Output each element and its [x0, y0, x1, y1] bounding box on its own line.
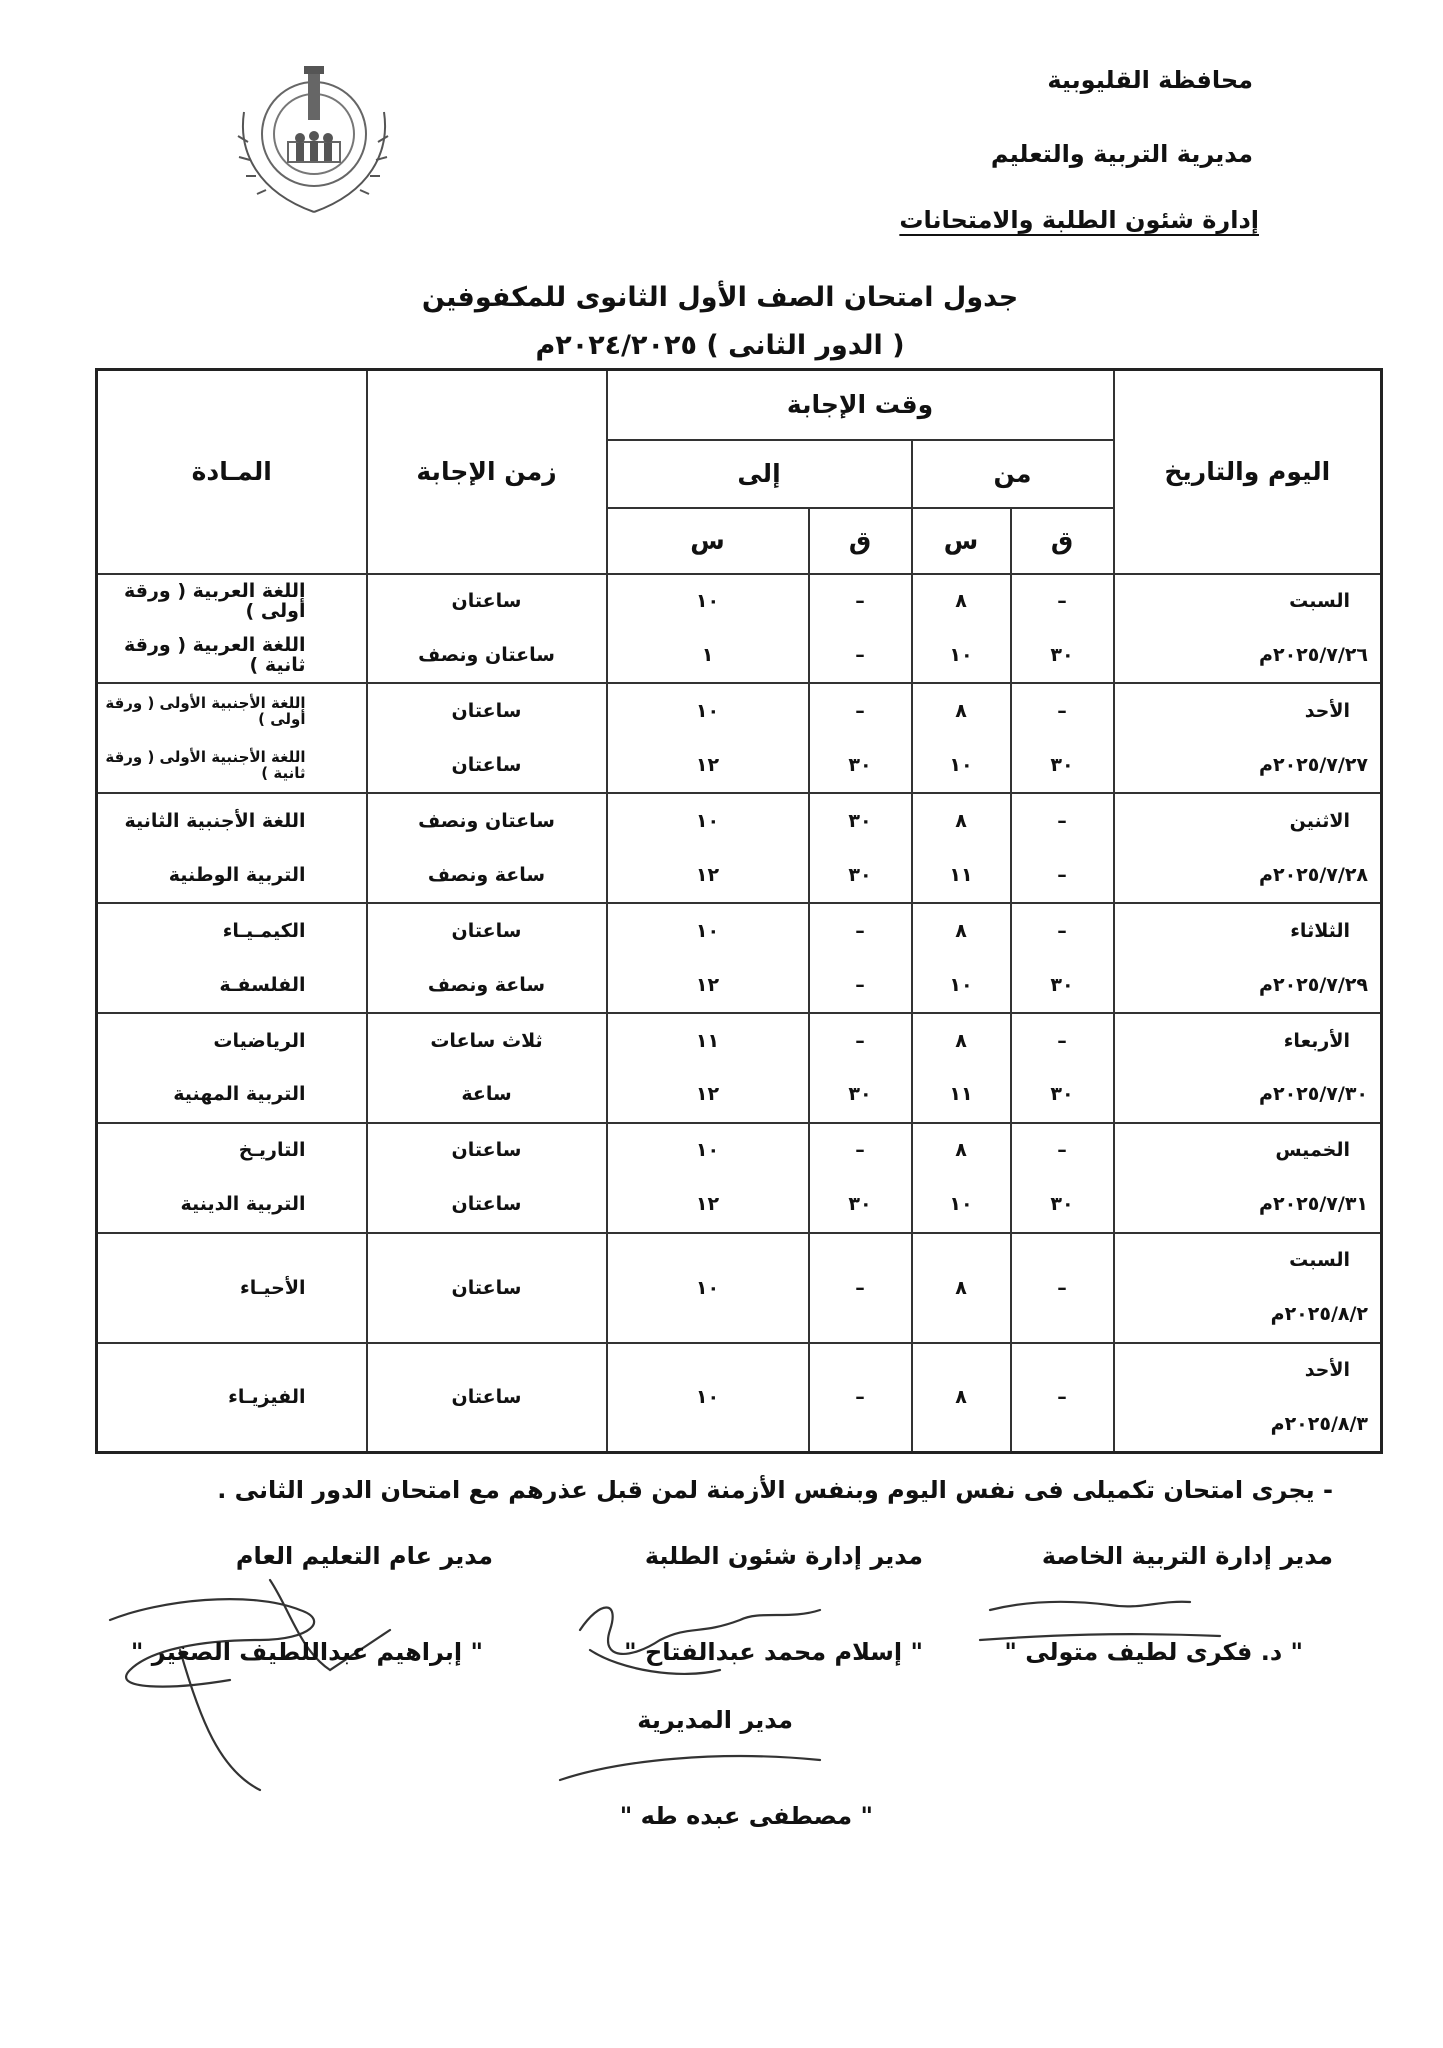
duration: ساعتان — [451, 1193, 522, 1216]
from-hours: ٨ — [955, 1139, 967, 1162]
subject: الفيزيـاء — [228, 1386, 306, 1409]
governorate-heading: محافظة القليوبية — [1047, 66, 1253, 94]
header-from-minutes: ق — [1011, 508, 1114, 574]
duration: ساعتان — [451, 590, 522, 613]
schedule-subtitle: ( الدور الثانى ) ٢٠٢٤/٢٠٢٥م — [535, 330, 905, 361]
from-hours: ٨ — [955, 919, 967, 942]
to-hours: ١٢ — [695, 1193, 720, 1216]
exam-date: ٢٠٢٥/٨/٣م — [1270, 1412, 1369, 1435]
table-row — [97, 1123, 1382, 1233]
to-hours: ١٠ — [695, 1276, 720, 1299]
from-hours: ١١ — [949, 863, 973, 886]
from-minutes: – — [1057, 699, 1067, 722]
subject: التربية الوطنية — [168, 863, 306, 886]
from-hours: ١٠ — [949, 1193, 973, 1216]
header-to-minutes: ق — [809, 508, 912, 574]
exam-date: ٢٠٢٥/٧/٢٦م — [1259, 643, 1369, 666]
day-name: الأربعاء — [1283, 1029, 1351, 1052]
subject: اللغة العربية ( ورقة أولى ) — [124, 579, 306, 623]
to-minutes: ٣٠ — [848, 863, 872, 886]
subject: الفلسفـة — [219, 973, 306, 996]
from-minutes: – — [1057, 1139, 1067, 1162]
from-minutes: ٣٠ — [1050, 973, 1074, 996]
to-minutes: – — [855, 1029, 865, 1052]
from-hours: ١١ — [949, 1083, 973, 1106]
subject: اللغة الأجنبية الأولى ( ورقة ثانية ) — [105, 747, 306, 783]
day-name: الأحد — [1304, 1359, 1351, 1382]
to-hours: ١٠ — [695, 590, 720, 613]
from-minutes: – — [1057, 863, 1067, 886]
duration: ساعتان ونصف — [418, 643, 555, 666]
schedule-title: جدول امتحان الصف الأول الثانوى للمكفوفين — [421, 282, 1019, 313]
header-day-date: اليوم والتاريخ — [1114, 370, 1382, 574]
from-minutes: ٣٠ — [1050, 753, 1074, 776]
directorate-heading: مديرية التربية والتعليم — [990, 140, 1253, 168]
header-to-hours: س — [607, 508, 809, 574]
to-hours: ١٠ — [695, 809, 720, 832]
to-minutes: – — [855, 919, 865, 942]
to-minutes: – — [855, 643, 865, 666]
directorate-manager-title: مدير المديرية — [637, 1706, 793, 1734]
duration: ساعتان — [451, 753, 522, 776]
to-hours: ١٠ — [695, 919, 720, 942]
to-minutes: ٣٠ — [848, 1083, 872, 1106]
duration: ثلاث ساعات — [430, 1029, 543, 1052]
to-minutes: ٣٠ — [848, 753, 872, 776]
to-hours: ١٢ — [695, 973, 720, 996]
subject: اللغة العربية ( ورقة ثانية ) — [124, 633, 306, 677]
table-row — [97, 683, 1382, 793]
general-ed-title: مدير عام التعليم العام — [235, 1542, 493, 1570]
to-hours: ١٠ — [695, 1386, 720, 1409]
from-hours: ٨ — [955, 809, 967, 832]
day-name: الخميس — [1275, 1139, 1351, 1162]
day-name: الاثنين — [1289, 809, 1351, 832]
table-row — [97, 793, 1382, 903]
exam-date: ٢٠٢٥/٨/٢م — [1270, 1303, 1369, 1326]
from-minutes: ٣٠ — [1050, 643, 1074, 666]
duration: ساعتان — [451, 1386, 522, 1409]
to-minutes: ٣٠ — [848, 809, 872, 832]
makeup-exam-note: - يجرى امتحان تكميلى فى نفس اليوم وبنفس الأزمنة لمن قبل عذرهم مع امتحان الدور الثانى . — [217, 1476, 1333, 1504]
day-name: الثلاثاء — [1290, 919, 1351, 942]
from-minutes: – — [1057, 919, 1067, 942]
from-hours: ٨ — [955, 1029, 967, 1052]
duration: ساعة — [461, 1083, 512, 1106]
from-minutes: – — [1057, 1386, 1067, 1409]
to-hours: ١٠ — [695, 1139, 720, 1162]
from-minutes: – — [1057, 809, 1067, 832]
to-minutes: ٣٠ — [848, 1193, 872, 1216]
duration: ساعتان — [451, 1276, 522, 1299]
to-minutes: – — [855, 590, 865, 613]
duration: ساعة ونصف — [427, 973, 546, 996]
to-hours: ١٠ — [695, 699, 720, 722]
from-minutes: – — [1057, 1276, 1067, 1299]
from-hours: ٨ — [955, 590, 967, 613]
table-row — [97, 1233, 1382, 1343]
general-ed-name: " إبراهيم عبداللطيف الصغير " — [130, 1638, 483, 1666]
exam-date: ٢٠٢٥/٧/٣٠م — [1259, 1083, 1369, 1106]
table-row — [97, 903, 1382, 1013]
to-minutes: – — [855, 699, 865, 722]
header-duration: زمن الإجابة — [367, 370, 607, 574]
from-minutes: – — [1057, 1029, 1067, 1052]
duration: ساعة ونصف — [427, 863, 546, 886]
header-from-hours: س — [912, 508, 1011, 574]
subject: الأحيـاء — [240, 1276, 306, 1299]
header-to: إلى — [607, 440, 912, 508]
subject: اللغة الأجنبية الأولى ( ورقة أولى ) — [105, 693, 306, 729]
from-hours: ١٠ — [949, 643, 973, 666]
header-from: من — [912, 440, 1114, 508]
to-hours: ١٢ — [695, 753, 720, 776]
department-heading: إدارة شئون الطلبة والامتحانات — [899, 206, 1259, 234]
subject: الكيمـيـاء — [222, 919, 306, 942]
day-name: السبت — [1289, 1249, 1351, 1272]
exam-schedule-table — [95, 368, 1383, 1454]
to-minutes: – — [855, 1386, 865, 1409]
duration: ساعتان — [451, 699, 522, 722]
header-subject: المـادة — [97, 370, 367, 574]
header-answer-time: وقت الإجابة — [607, 370, 1114, 440]
exam-date: ٢٠٢٥/٧/٢٨م — [1259, 863, 1369, 886]
exam-date: ٢٠٢٥/٧/٢٩م — [1259, 973, 1369, 996]
from-minutes: ٣٠ — [1050, 1083, 1074, 1106]
special-ed-title: مدير إدارة التربية الخاصة — [1041, 1542, 1333, 1570]
student-affairs-name: " إسلام محمد عبدالفتاح " — [624, 1638, 923, 1666]
subject: التربية الدينية — [180, 1193, 306, 1216]
subject: التاريـخ — [238, 1139, 306, 1162]
special-ed-name: " د. فكرى لطيف متولى " — [1004, 1638, 1303, 1666]
to-minutes: – — [855, 1139, 865, 1162]
subject: الرياضيات — [213, 1029, 306, 1052]
duration: ساعتان — [451, 919, 522, 942]
table-row — [97, 574, 1382, 684]
from-hours: ٨ — [955, 1386, 967, 1409]
to-hours: ١١ — [695, 1029, 720, 1052]
to-minutes: – — [855, 1276, 865, 1299]
table-row — [97, 1343, 1382, 1453]
to-hours: ١٢ — [695, 863, 720, 886]
to-minutes: – — [855, 973, 865, 996]
from-hours: ٨ — [955, 699, 967, 722]
from-minutes: – — [1057, 590, 1067, 613]
day-name: السبت — [1289, 590, 1351, 613]
subject: التربية المهنية — [173, 1083, 306, 1106]
duration: ساعتان — [451, 1139, 522, 1162]
exam-date: ٢٠٢٥/٧/٢٧م — [1259, 753, 1369, 776]
from-hours: ٨ — [955, 1276, 967, 1299]
directorate-logo-icon — [228, 42, 400, 222]
student-affairs-title: مدير إدارة شئون الطلبة — [644, 1542, 923, 1570]
from-hours: ١٠ — [949, 973, 973, 996]
table-row — [97, 1013, 1382, 1123]
subject: اللغة الأجنبية الثانية — [124, 809, 306, 832]
directorate-manager-name: " مصطفى عبده طه " — [619, 1802, 873, 1830]
exam-date: ٢٠٢٥/٧/٣١م — [1259, 1193, 1369, 1216]
to-hours: ١٢ — [695, 1083, 720, 1106]
from-hours: ١٠ — [949, 753, 973, 776]
from-minutes: ٣٠ — [1050, 1193, 1074, 1216]
day-name: الأحد — [1304, 699, 1351, 722]
duration: ساعتان ونصف — [418, 809, 555, 832]
to-hours: ١ — [701, 643, 714, 666]
